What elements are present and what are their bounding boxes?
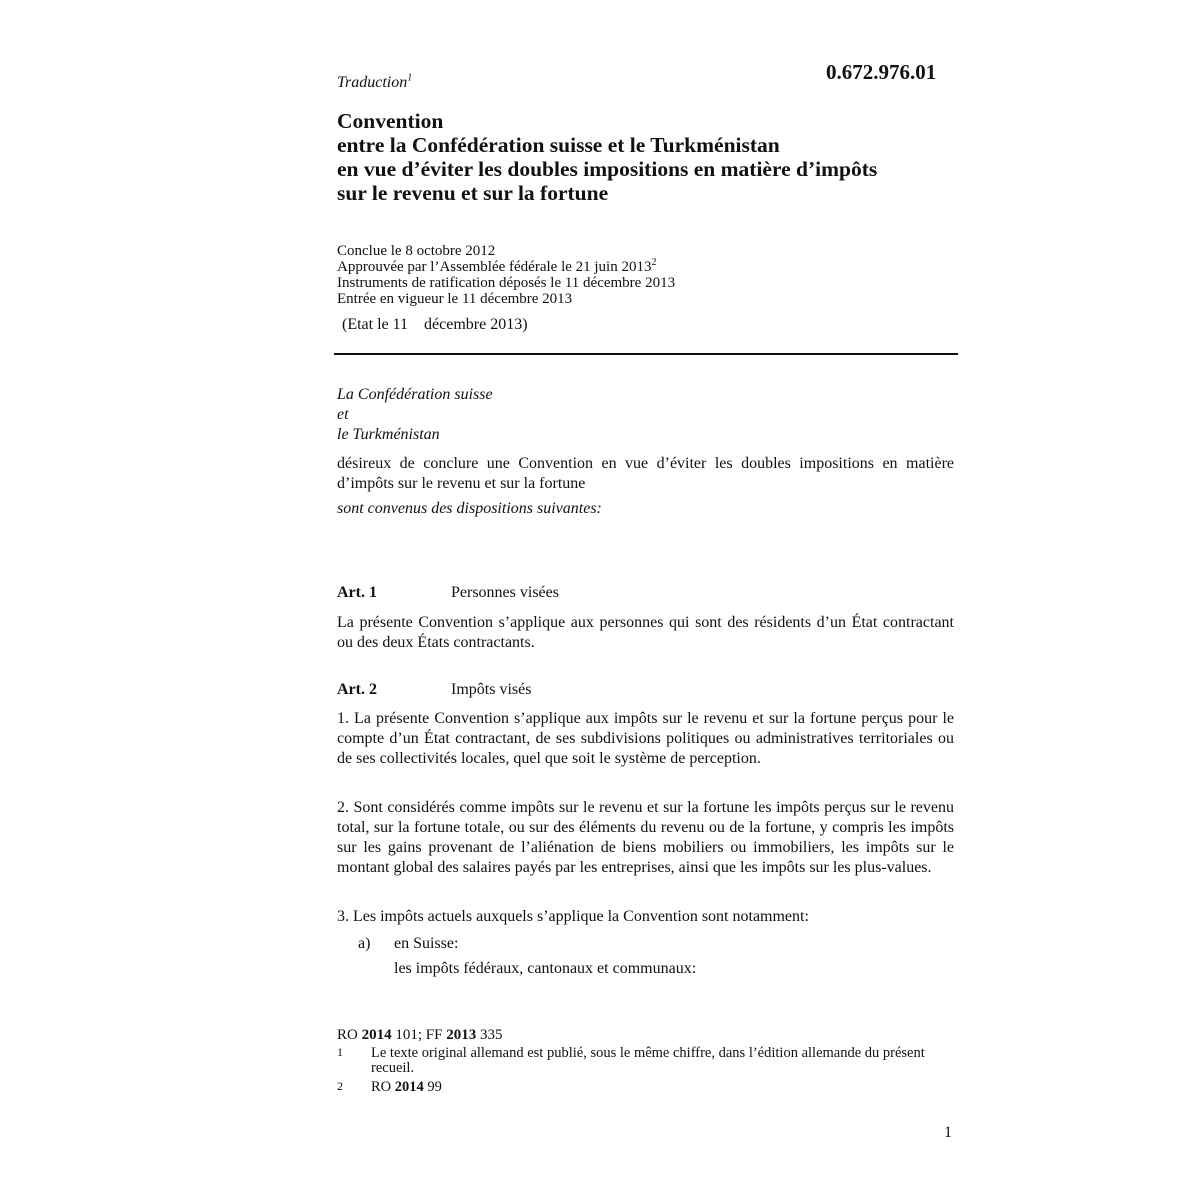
ref-ro: RO — [337, 1027, 358, 1043]
article-1-heading — [337, 584, 559, 602]
concluded-date: Conclue le 8 octobre 2012 — [337, 243, 496, 259]
ref-ro-page: 101; FF — [395, 1027, 443, 1043]
list-item-marker: a) — [358, 935, 371, 952]
footnote-2-text — [371, 1079, 442, 1096]
party-switzerland: La Confédération suisse — [337, 386, 493, 403]
state-date-suffix: décembre 2013) — [424, 316, 528, 333]
list-item-text: les impôts fédéraux, cantonaux et communaux: — [394, 960, 697, 977]
title-line-1: Convention — [337, 109, 444, 133]
article-1-text: La présente Convention s’applique aux personnes qui sont des résidents d’un État contractant ou des deux États contractants. — [337, 614, 954, 651]
party-turkmenistan: le Turkménistan — [337, 426, 440, 443]
article-2-paragraph-2: 2. Sont considérés comme impôts sur le revenu et sur la fortune les impôts perçus sur le revenu total, sur la fortune totale, ou sur des éléments du revenu ou de la fortune, y compris les impôts sur les gains provenant de l’aliénation de biens mobiliers ou immobiliers, les impôts sur le montant global des salaires payés par les entreprises, ainsi que les impôts sur les plus-values. — [337, 799, 954, 876]
preamble-text: désireux de conclure une Convention en vue d’éviter les doubles impositions en matière d’impôts sur le revenu et sur la fortune — [337, 455, 954, 492]
list-item-title: en Suisse: — [394, 935, 459, 952]
translation-label-text: Traduction — [337, 74, 408, 91]
publication-references — [337, 1027, 502, 1044]
approval-date — [337, 259, 675, 275]
footnote-ref-2[interactable]: 2 — [651, 257, 657, 268]
article-2-paragraph-3: 3. Les impôts actuels auxquels s’applique la Convention sont notamment: — [337, 908, 809, 925]
ratification-date: Instruments de ratification déposés le 11 décembre 2013 — [337, 275, 676, 291]
article-2-paragraph-1: 1. La présente Convention s’applique aux impôts sur le revenu et sur la fortune perçus pour le compte d’un État contractant, de ses subdivisions politiques ou administratives territoriales ou de ses collectivités locales, quel que soit le système de perception. — [337, 710, 954, 767]
state-date — [342, 316, 528, 334]
fn2-year: 2014 — [394, 1079, 424, 1095]
fn2-page: 99 — [427, 1079, 442, 1095]
title-line-2: entre la Confédération suisse et le Turkménistan — [337, 133, 780, 157]
agreement-clause: sont convenus des dispositions suivantes: — [337, 500, 602, 517]
document-title — [337, 109, 957, 205]
document-number: 0.672.976.01 — [826, 60, 937, 84]
translation-label — [337, 74, 412, 92]
document-metadata — [337, 243, 675, 307]
footnote-2-marker: 2 — [337, 1079, 343, 1093]
title-line-4: sur le revenu et sur la fortune — [337, 181, 609, 205]
article-2-heading — [337, 681, 531, 699]
ref-ro-year: 2014 — [361, 1027, 392, 1043]
article-2-number: Art. 2 — [337, 681, 377, 698]
contracting-parties — [337, 385, 493, 445]
party-conjunction: et — [337, 406, 349, 423]
ref-ff-year: 2013 — [446, 1027, 477, 1043]
header-divider — [334, 353, 958, 355]
state-date-prefix: (Etat le 11 — [342, 316, 409, 333]
article-1-number: Art. 1 — [337, 584, 377, 601]
article-2-title: Impôts visés — [451, 681, 532, 698]
page-number: 1 — [944, 1124, 952, 1141]
footnote-ref-1[interactable]: 1 — [407, 72, 413, 84]
footnote-1-text: Le texte original allemand est publié, sous le même chiffre, dans l’édition allemande du présent recueil. — [371, 1045, 925, 1076]
entry-into-force-date: Entrée en vigueur le 11 décembre 2013 — [337, 291, 573, 307]
article-1-title: Personnes visées — [451, 584, 559, 601]
fn2-ro: RO — [371, 1079, 392, 1095]
ref-ff-page: 335 — [479, 1027, 503, 1043]
approval-date-text: Approuvée par l’Assemblée fédérale le 21 juin 2013 — [337, 259, 652, 275]
footnote-1-marker: 1 — [337, 1045, 343, 1059]
title-line-3: en vue d’éviter les doubles impositions en matière d’impôts — [337, 157, 878, 181]
